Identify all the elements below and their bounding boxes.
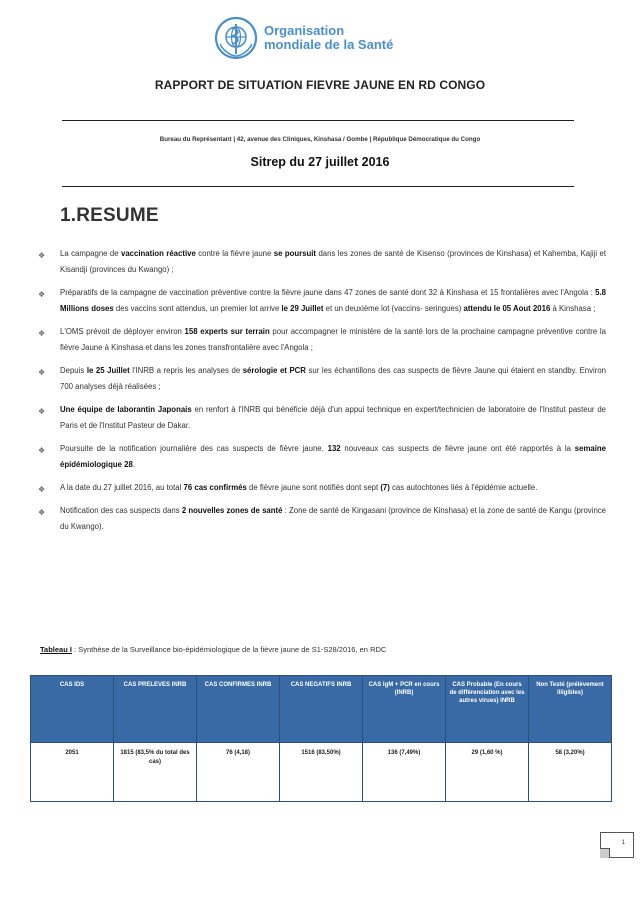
summary-bullet-list: [36, 246, 606, 542]
bullet-text: en renfort à l'INRB qui bénéficie déjà d'un appui technique en expert/technicien de laboratoire de l'Institut pasteur de Paris et de l'Institut Pasteur de Dakar.: [60, 405, 606, 430]
summary-bullet: [36, 363, 606, 395]
table-cell: 1516 (83,50%): [280, 743, 363, 802]
bullet-text: dans les zones de santé de Kisenso (provinces de Kinshasa) et Kahemba, Kajiji et Kisandji (provinces du Kwango) ;: [60, 249, 606, 274]
bullet-text: L'OMS prévoit de déployer environ: [60, 327, 185, 336]
bullet-text: pour accompagner le ministère de la santé lors de la prochaine campagne préventive contre la fièvre Jaune à Kinshasa et dans les zones transfrontalière avec l'Angola ;: [60, 327, 606, 352]
bullet-diamond-icon: ❖: [38, 368, 46, 377]
bullet-text: A la date du 27 juillet 2016, au total: [60, 483, 184, 492]
bullet-text-bold: semaine épidémiologique 28: [60, 444, 606, 469]
bullet-diamond-icon: ❖: [38, 508, 46, 517]
bullet-text: Poursuite de la notification journalière des cas suspects de fièvre jaune.: [60, 444, 328, 453]
page-header: [0, 12, 640, 62]
bullet-text-bold: vaccination réactive: [121, 249, 196, 258]
table-body: [31, 743, 612, 802]
table-row: [31, 743, 612, 802]
summary-bullet: [36, 480, 606, 496]
bullet-text-bold: sérologie et PCR: [242, 366, 306, 375]
table-cell: 58 (3,20%): [529, 743, 612, 802]
bullet-diamond-icon: ❖: [38, 251, 46, 260]
bullet-text: l'INRB a repris les analyses de: [129, 366, 243, 375]
bullet-diamond-icon: ❖: [38, 407, 46, 416]
sitrep-date-heading: Sitrep du 27 juillet 2016: [250, 155, 390, 169]
summary-bullet: [36, 503, 606, 535]
table-caption-label: Tableau I: [40, 645, 72, 654]
bullet-diamond-icon: ❖: [38, 485, 46, 494]
bullet-text-bold: le 25 Juillet: [86, 366, 130, 375]
bullet-text: nouveaux cas suspects de fièvre jaune ont été rapportés à la: [340, 444, 575, 453]
table-caption-text: : Synthèse de la Surveillance bio-épidémiologique de la fièvre jaune de S1-S28/2016, en RDC: [71, 645, 387, 654]
table-column-header: CAS IDS: [31, 676, 114, 743]
bullet-text-bold: 158 experts sur terrain: [184, 327, 270, 336]
bullet-text-bold: Une équipe de laborantin Japonais: [60, 405, 192, 414]
bullet-text-bold: attendu le 05 Aout 2016: [463, 304, 551, 313]
page-number-box: [600, 832, 634, 858]
table-column-header: CAS NEGATIFS INRB: [280, 676, 363, 743]
table-column-header: CAS IgM + PCR en cours (INRB): [363, 676, 446, 743]
bullet-text: et un deuxième lot (vaccins- seringues): [323, 304, 464, 313]
bullet-text: .: [132, 460, 135, 469]
bullet-text: à Kinshasa ;: [550, 304, 596, 313]
table-cell: 2051: [31, 743, 114, 802]
bullet-text-bold: 2 nouvelles zones de santé: [181, 506, 283, 515]
table-cell: 29 (1,60 %): [446, 743, 529, 802]
bullet-text: La campagne de: [60, 249, 121, 258]
bullet-diamond-icon: ❖: [38, 329, 46, 338]
table-cell: 76 (4,18): [197, 743, 280, 802]
bullet-diamond-icon: ❖: [38, 290, 46, 299]
table-caption: [40, 645, 600, 654]
bullet-text-bold: (7): [380, 483, 390, 492]
summary-bullet: [36, 324, 606, 356]
section-heading-resume: 1.RESUME: [60, 205, 159, 226]
bullet-text: Notification des cas suspects dans: [60, 506, 182, 515]
organization-name-line1: Organisation: [264, 23, 345, 38]
office-address: Bureau du Représentant | 42, avenue des Cliniques, Kinshasa / Gombe | République Démocratique du Congo: [159, 136, 481, 143]
bullet-text: Depuis: [60, 366, 87, 375]
page-fold-corner: [600, 848, 610, 858]
table-column-header: CAS Probable (En cours de différenciation avec les autres virues) INRB: [446, 676, 529, 743]
bullet-text: cas autochtones liés à l'épidémie actuelle.: [389, 483, 538, 492]
who-emblem-icon: [214, 16, 258, 60]
bullet-text-bold: le 29 Juillet: [281, 304, 324, 313]
bullet-text: contre la fièvre jaune: [195, 249, 274, 258]
table-column-header: Non Testé (prélèvement illigibles): [529, 676, 612, 743]
bullet-text: de fièvre jaune sont notifiés dont sept: [246, 483, 381, 492]
organization-name: [264, 24, 393, 52]
summary-bullet: [36, 402, 606, 434]
report-title: RAPPORT DE SITUATION FIEVRE JAUNE EN RD CONGO: [154, 78, 486, 92]
title-divider: [62, 120, 574, 121]
summary-bullet: [36, 441, 606, 473]
bullet-text-bold: se poursuit: [273, 249, 317, 258]
bullet-text: des vaccins sont attendus, un premier lot arrive: [113, 304, 282, 313]
organization-name-line2: mondiale de la Santé: [264, 37, 394, 52]
surveillance-summary-table: [30, 675, 612, 802]
summary-bullet: [36, 285, 606, 317]
table-cell: 1815 (83,5% du total des cas): [114, 743, 197, 802]
summary-bullet: [36, 246, 606, 278]
table-column-header: CAS PRELEVES INRB: [114, 676, 197, 743]
bullet-diamond-icon: ❖: [38, 446, 46, 455]
bullet-text-bold: 5.8 Millions doses: [60, 288, 606, 313]
bullet-text: : Zone de santé de Kingasani (province de Kinshasa) et la zone de santé de Kangu (province du Kwango).: [60, 506, 607, 531]
bullet-text: sur les échantillons des cas suspects de fièvre Jaune qui étaient en standby. Environ 700 analyses déjà réalisées ;: [60, 366, 607, 391]
bullet-text: Préparatifs de la campagne de vaccination préventive contre la fièvre jaune dans 47 zones de santé dont 32 à Kinshasa et 15 frontalières avec l'Angola :: [60, 288, 596, 297]
heading-divider: [62, 186, 574, 187]
bullet-text-bold: 132: [327, 444, 341, 453]
table-column-header: CAS CONFIRMES INRB: [197, 676, 280, 743]
bullet-text-bold: 76 cas confirmés: [183, 483, 247, 492]
page-number: 1: [621, 840, 625, 846]
table-cell: 136 (7,49%): [363, 743, 446, 802]
table-header-row: [31, 676, 612, 743]
